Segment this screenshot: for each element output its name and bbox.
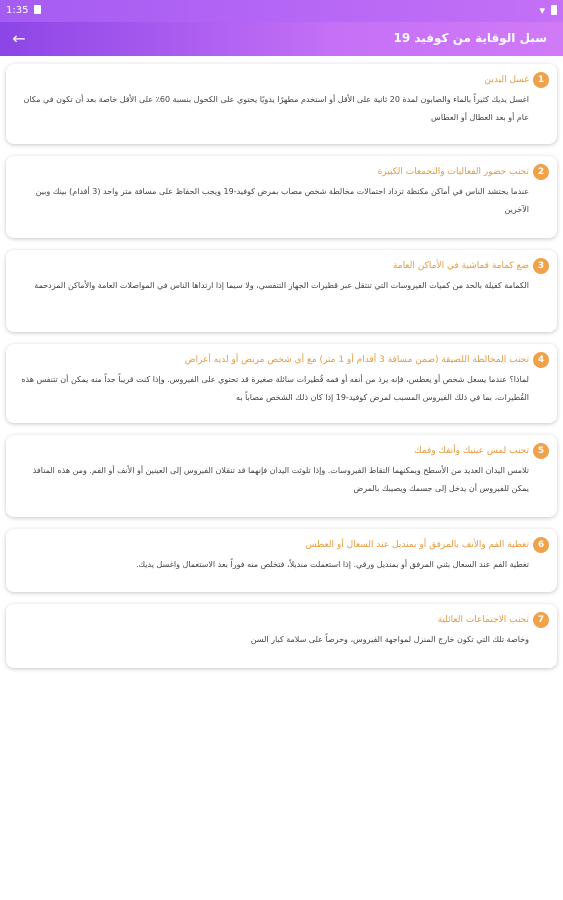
item-body: تلامس اليدان العديد من الأسطح ويمكنهما التقاط الفيروسات. وإذا تلوثت اليدان فإنهما قد تنقلان الفيروس إلى العينين أو الأنف أو الفم. ومن هذه المنافذ يمكن للفيروس أن يدخل إلى جسمك ويصيبك بالمرض: [32, 466, 529, 493]
item-body: اغسل يديك كثيراً بالماء والصابون لمدة 20 ثانية على الأقل أو استخدم مطهرًا يدويًا يحتوي على الكحول بنسبة 60٪ على الأقل خاصة بعد أن تكون في مكان عام أو بعد العطال أو العطاس: [23, 95, 529, 122]
status-time: 1:35: [6, 5, 29, 16]
status-bar: [0, 0, 563, 22]
arrow-left-icon: ←: [12, 29, 26, 48]
list-item[interactable]: [6, 344, 557, 423]
back-button[interactable]: [8, 28, 30, 50]
list-item[interactable]: [6, 250, 557, 332]
list-item[interactable]: [6, 156, 557, 238]
prevention-list: [6, 64, 557, 680]
battery-icon: [551, 5, 557, 15]
item-title: تغطية الفم والأنف بالمرفق أو بمنديل عند السعال أو العطس: [305, 540, 529, 550]
item-title: تجنب الاجتماعات العائلية: [437, 615, 529, 625]
item-body: وخاصة تلك التي تكون خارج المنزل لمواجهة الفيروس، وحرصاً على سلامة كبار السن: [250, 635, 529, 644]
sd-card-icon: [34, 5, 41, 14]
item-number-badge: 1: [533, 72, 549, 88]
item-body: عندما يحتشد الناس في أماكن مكتظة تزداد احتمالات مخالطة شخص مصاب بمرض كوفيد-19 ويجب الحفاظ على مسافة متر واحد (3 أقدام) بينك وبين الآخرين: [35, 187, 529, 214]
item-number-badge: 7: [533, 612, 549, 628]
item-number-badge: 2: [533, 164, 549, 180]
item-title: تجنب المخالطة اللصيقة (ضمن مسافة 3 أقدام أو 1 متر) مع أي شخص مريض أو لديه أعراض: [184, 355, 529, 365]
item-number-badge: 5: [533, 443, 549, 459]
item-body: الكمامة كفيلة بالحد من كميات الفيروسات التي تنتقل عبر قطيرات الجهاز التنفسي، ولا سيما إذا ارتداها الناس في المواصلات العامة والأماكن المزدحمة: [34, 281, 529, 290]
item-body: تغطية الفم عند السعال بثني المرفق أو بمنديل ورقي. إذا استعملت منديلاً، فتخلص منه فوراً بعد الاستعمال واغسل يديك.: [136, 560, 529, 569]
wifi-icon: ▾: [539, 4, 545, 17]
list-item[interactable]: [6, 604, 557, 668]
app-bar: [0, 22, 563, 56]
item-number-badge: 4: [533, 352, 549, 368]
item-title: تجنب حضور الفعاليات والتجمعات الكبيرة: [377, 167, 529, 177]
item-title: ضع كمامة قماشية في الأماكن العامة: [392, 261, 529, 271]
list-item[interactable]: [6, 529, 557, 592]
list-item[interactable]: [6, 435, 557, 517]
item-title: غسل اليدين: [484, 75, 529, 85]
item-body: لماذا؟ عندما يسعل شخص أو يعطس، فإنه يرذ من أنفه أو فمه قُطيرات سائلة صغيرة قد تحتوي على الفيروس. وإذا كنت قريباً جداً منه يمكن أن تتنفس هذه القُطيرات، بما في ذلك الفيروس المسبب لمرض كوفيد-19 إذا كان ذلك الشخص مصاباً به: [21, 375, 529, 402]
item-number-badge: 3: [533, 258, 549, 274]
item-title: تجنب لمس عينيك وأنفك وفمك: [414, 446, 529, 456]
page-title: سبل الوقاية من كوفيد 19: [393, 31, 547, 45]
list-item[interactable]: [6, 64, 557, 144]
item-number-badge: 6: [533, 537, 549, 553]
